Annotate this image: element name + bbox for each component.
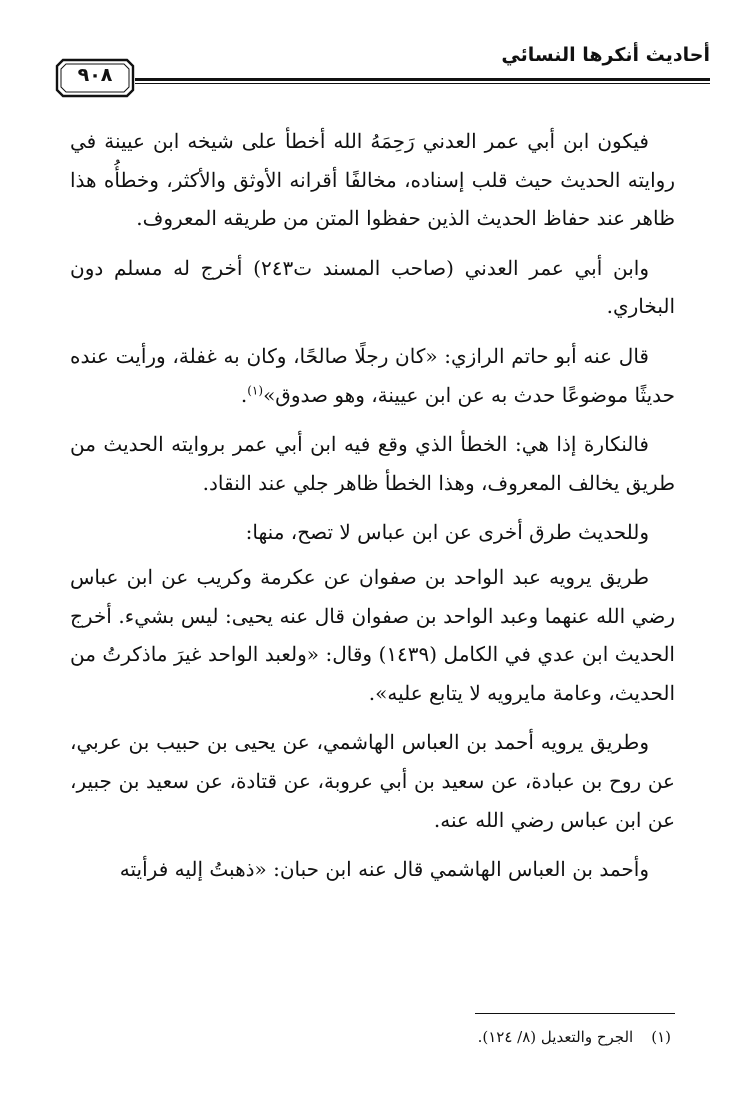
footnote-number: (١) [651,1028,671,1046]
paragraph-3-text: قال عنه أبو حاتم الرازي: «كان رجلًا صالحًا، وكان به غفلة، ورأيت عنده حديثًا موضوعًا حدث به عن ابن عيينة، وهو صدوق» [70,343,675,407]
page-number-frame [55,58,135,98]
paragraph-4: فالنكارة إذا هي: الخطأ الذي وقع فيه ابن أبي عمر بروايته الحديث من طريق يخالف المعروف، وهذا الخطأ ظاهر جلي عند النقاد. [70,432,675,495]
paragraph-3 [70,337,675,414]
footnote [71,1026,671,1048]
header-rule-thin [55,83,710,84]
body-text [70,122,675,900]
header-rule [55,78,710,81]
page-number: ٩٠٨ [77,64,113,86]
running-header-title: أحاديث أنكرها النسائي [501,44,710,66]
paragraph-5: وللحديث طرق أخرى عن ابن عباس لا تصح، منها: [245,520,649,545]
running-header [55,38,710,98]
footnote-reference: (١) [247,382,264,397]
footnote-text: الجرح والتعديل (٨/ ١٢٤). [477,1028,634,1046]
paragraph-8: وأحمد بن العباس الهاشمي قال عنه ابن حبان: «ذهبتُ إليه فرأيته [119,857,649,882]
paragraph-3-tail: . [240,382,248,407]
footnote-rule [475,1013,675,1014]
paragraph-2: وابن أبي عمر العدني (صاحب المسند ت٢٤٣) أخرج له مسلم دون البخاري. [70,255,675,319]
paragraph-1: فيكون ابن أبي عمر العدني رَحِمَهُ الله أخطأ على شيخه ابن عيينة في روايته الحديث حيث قلب إسناده، مخالفًا أقرانه الأوثق والأكثر، وخطأُه هذا ظاهر عند حفاظ الحديث الذين حفظوا المتن من طريقه المعروف. [70,129,675,231]
paragraph-7: وطريق يرويه أحمد بن العباس الهاشمي، عن يحيى بن حبيب بن عربي، عن روح بن عبادة، عن سعيد بن أبي عروبة، عن قتادة، عن سعيد بن جبير، عن ابن عباس رضي الله عنه. [70,730,675,832]
paragraph-6: طريق يرويه عبد الواحد بن صفوان عن عكرمة وكريب عن ابن عباس رضي الله عنهما وعبد الواحد بن صفوان قال عنه يحيى: ليس بشيء. أخرج الحديث ابن عدي في الكامل (١٤٣٩) وقال: «ولعبد الواحد غيرَ ماذكرتُ من الحديث، وعامة مايرويه لا يتابع عليه». [70,564,675,705]
